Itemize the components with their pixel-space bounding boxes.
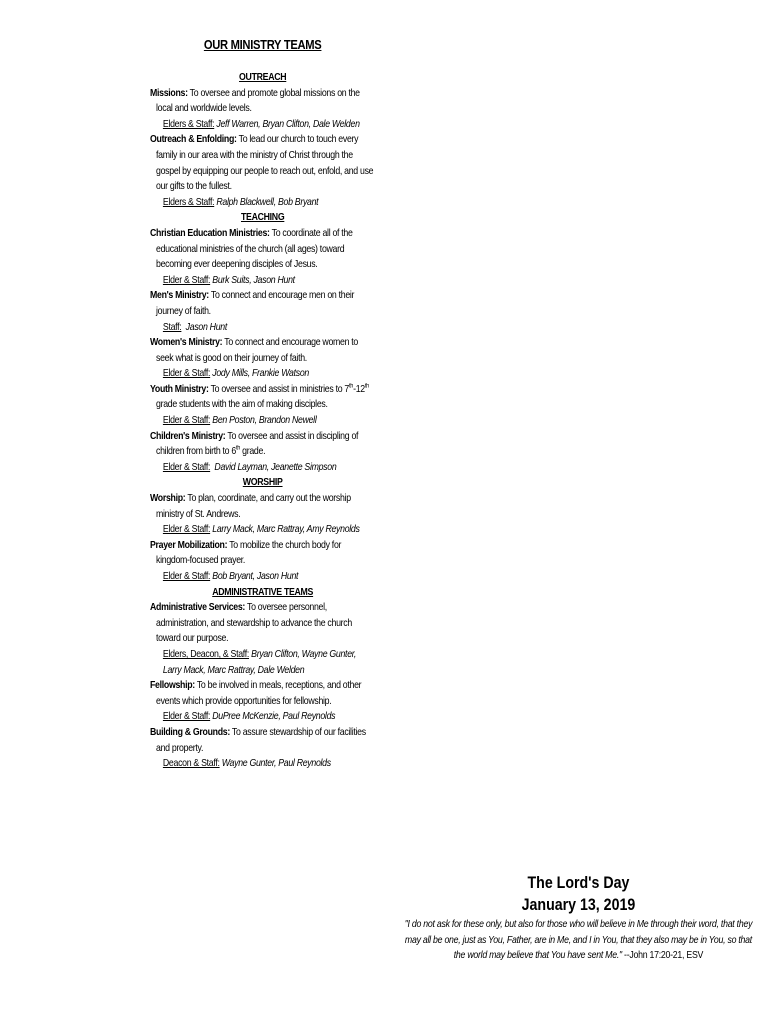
staff-label: Staff: [162, 321, 182, 333]
staff-label: Deacon & Staff: [162, 758, 220, 770]
ministry-worship [150, 491, 375, 538]
ministry-title: Building & Grounds: [150, 726, 230, 738]
ministry-description: To mobilize the church body for kingdom-focused prayer. [156, 539, 342, 567]
service-date: January 13, 2019 [521, 896, 636, 914]
ministry-description: To lead our church to touch every family in our area with the ministry of Christ through the gospel by equipping our people to reach out, enfold, and use our gifts to the fullest. [156, 134, 374, 193]
staff-label: Elder & Staff: [162, 571, 211, 582]
ministry-description: To oversee and promote global missions on the local and worldwide levels. [156, 87, 360, 115]
ministry-mens [150, 288, 375, 335]
staff-names: Jason Hunt [185, 321, 227, 333]
ministry-title: Women's Ministry: [150, 337, 223, 349]
section-heading-administrative: ADMINISTRATIVE TEAMS [212, 586, 314, 598]
ministry-building-grounds [150, 725, 375, 772]
ministry-description: To connect and encourage men on their journey of faith. [156, 290, 355, 317]
ministry-childrens [150, 429, 375, 476]
staff-names: Bryan Clifton, Wayne Gunter, Larry Mack, Marc Rattray, Dale Welden [162, 648, 357, 676]
staff-names: Jeff Warren, Bryan Clifton, Dale Welden [216, 118, 360, 130]
staff-names: DuPree McKenzie, Paul Reynolds [212, 711, 336, 723]
staff-label: Elder & Staff: [162, 461, 211, 473]
section-heading-outreach: OUTREACH [239, 72, 287, 83]
quote-text: "I do not ask for these only, but also for those who will believe in Me through their word, that they may all be one, just as You, Father, are in Me, and I in You, that they also may be in You, so that the world may believe that You have sent Me." [404, 919, 753, 962]
ministry-description: To be involved in meals, receptions, and other events which provide opportunities for fellowship. [156, 680, 362, 707]
staff-names: Larry Mack, Marc Rattray, Amy Reynolds [212, 524, 360, 536]
ministry-missions [150, 86, 375, 133]
ministry-description: To oversee personnel, administration, and stewardship to advance the church toward our purpose. [156, 602, 352, 645]
page-title: OUR MINISTRY TEAMS [203, 37, 322, 52]
staff-names: Wayne Gunter, Paul Reynolds [221, 758, 331, 770]
ministry-description: To assure stewardship of our facilities and property. [156, 726, 366, 754]
bulletin-footer [400, 872, 757, 964]
staff-label: Elders & Staff: [162, 118, 215, 130]
ministry-christian-education [150, 226, 375, 288]
ministry-title: Prayer Mobilization: [150, 539, 228, 551]
scripture-quote [400, 917, 757, 964]
ministry-womens [150, 335, 375, 382]
ministry-description: To oversee and assist in discipling of children from birth to 6th grade. [156, 430, 359, 458]
staff-label: Elder & Staff: [162, 274, 211, 286]
ministry-prayer-mobilization [150, 538, 375, 585]
quote-citation: --John 17:20-21, ESV [621, 950, 704, 962]
staff-names: Ben Poston, Brandon Newell [212, 415, 317, 427]
section-heading-teaching: TEACHING [240, 212, 285, 224]
ministry-title: Worship: [150, 493, 186, 505]
ministry-description: To connect and encourage women to seek what is good on their journey of faith. [156, 337, 358, 364]
ministry-youth [150, 382, 375, 429]
ministry-fellowship [150, 678, 375, 725]
staff-names: Burk Suits, Jason Hunt [212, 274, 295, 286]
ministry-administrative-services [150, 600, 375, 678]
ministry-description: To plan, coordinate, and carry out the worship ministry of St. Andrews. [156, 493, 351, 520]
staff-names: Bob Bryant, Jason Hunt [212, 571, 299, 582]
staff-names: Ralph Blackwell, Bob Bryant [216, 196, 319, 208]
staff-label: Elder & Staff: [162, 711, 211, 723]
staff-label: Elders & Staff: [162, 196, 215, 208]
ministry-title: Children's Ministry: [150, 430, 226, 442]
service-title: The Lord's Day [527, 874, 630, 892]
ministry-title: Youth Ministry: [150, 383, 209, 395]
ministry-title: Administrative Services: [150, 602, 246, 614]
staff-label: Elder & Staff: [162, 415, 211, 427]
staff-names: Jody Mills, Frankie Watson [212, 368, 309, 380]
staff-names: David Layman, Jeanette Simpson [214, 461, 337, 473]
ministry-title: Outreach & Enfolding: [150, 134, 237, 146]
ministry-outreach-enfolding [150, 132, 375, 210]
staff-label: Elder & Staff: [162, 368, 211, 380]
ministry-title: Fellowship: [150, 680, 195, 692]
ministry-title: Christian Education Ministries: [150, 227, 270, 239]
staff-label: Elders, Deacon, & Staff: [162, 648, 250, 660]
ministry-title: Men's Ministry: [150, 290, 209, 302]
staff-label: Elder & Staff: [162, 524, 211, 536]
ministry-title: Missions: [150, 87, 188, 99]
section-heading-worship: WORSHIP [242, 477, 283, 489]
ministry-description: To coordinate all of the educational ministries of the church (all ages) toward becoming ever deepening disciples of Jesus. [156, 227, 353, 271]
ministry-teams-column [150, 36, 375, 772]
ministry-description: To oversee and assist in ministries to 7th-12th grade students with the aim of making disciples. [156, 382, 369, 411]
